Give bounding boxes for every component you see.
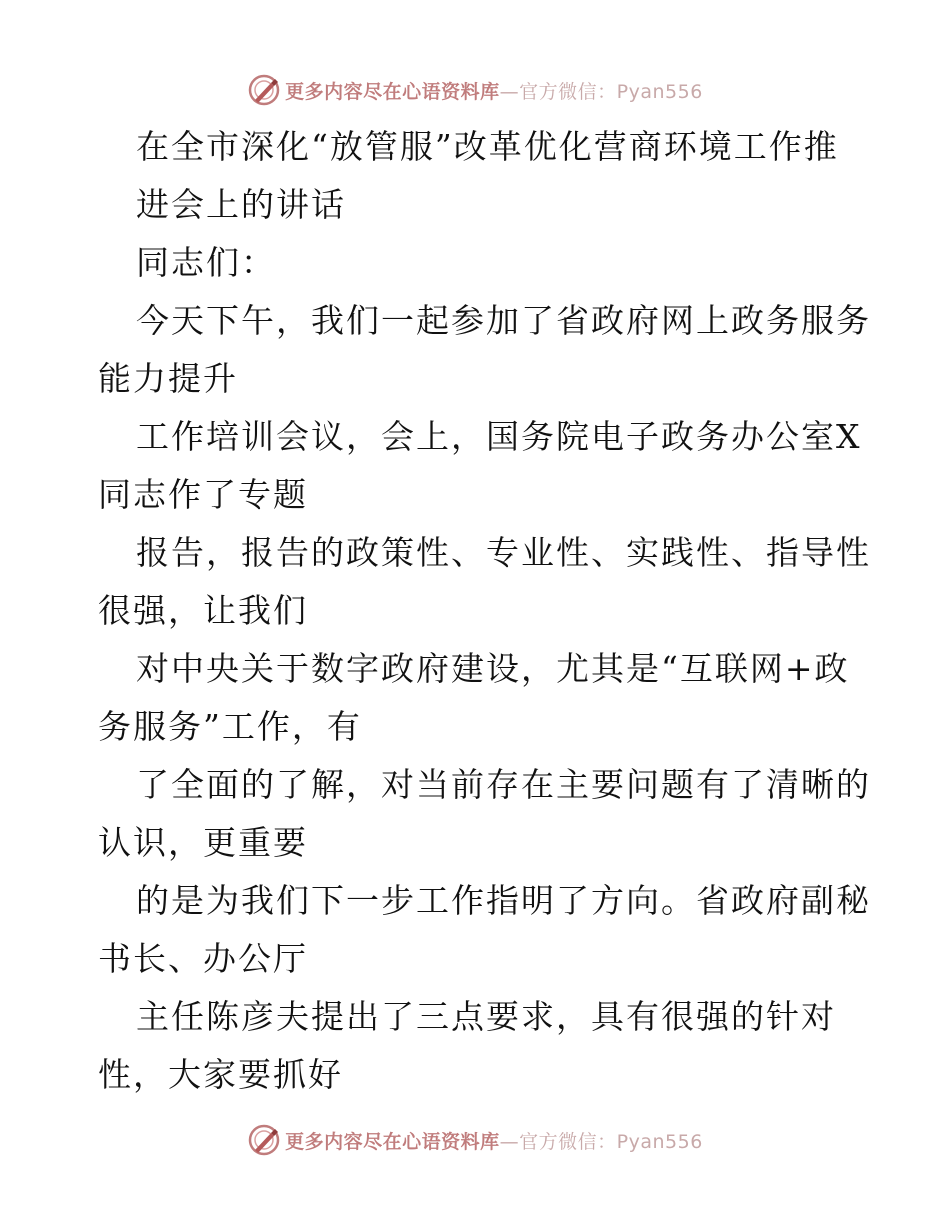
paragraph-line: 务服务”工作，有	[98, 707, 362, 746]
paragraph-line: 性，大家要抓好	[98, 1055, 343, 1094]
watermark-group	[247, 1123, 703, 1157]
paragraph-line: 同志作了专题	[98, 475, 308, 514]
watermark-text: 更多内容尽在心语资料库—官方微信：Pyan556	[285, 1130, 703, 1153]
watermark-text: 更多内容尽在心语资料库—官方微信：Pyan556	[285, 80, 703, 103]
title-line-2: 进会上的讲话	[136, 185, 346, 224]
title-line-1: 在全市深化“放管服”改革优化营商环境工作推	[136, 127, 839, 166]
paragraph-line: 认识，更重要	[98, 823, 308, 862]
pen-logo-icon	[247, 1123, 281, 1157]
paragraph-line: 对中央关于数字政府建设，尤其是“互联网+政	[136, 649, 850, 688]
paragraph-line: 今天下午，我们一起参加了省政府网上政务服务	[136, 301, 871, 340]
pen-logo-icon	[247, 73, 281, 107]
paragraph-line: 书长、办公厅	[98, 939, 308, 978]
paragraph-line: 报告，报告的政策性、专业性、实践性、指导性	[136, 533, 871, 572]
paragraph-line: 工作培训会议，会上，国务院电子政务办公室X	[136, 417, 862, 456]
document-body	[98, 118, 871, 1104]
paragraph-line: 能力提升	[98, 359, 238, 398]
watermark-group	[247, 73, 703, 107]
footer-watermark	[0, 1120, 950, 1160]
salutation: 同志们：	[136, 243, 276, 282]
paragraph-line: 很强，让我们	[98, 591, 308, 630]
header-watermark	[0, 70, 950, 110]
paragraph-line: 主任陈彦夫提出了三点要求，具有很强的针对	[136, 997, 836, 1036]
paragraph-line: 的是为我们下一步工作指明了方向。省政府副秘	[136, 881, 871, 920]
paragraph-line: 了全面的了解，对当前存在主要问题有了清晰的	[136, 765, 871, 804]
